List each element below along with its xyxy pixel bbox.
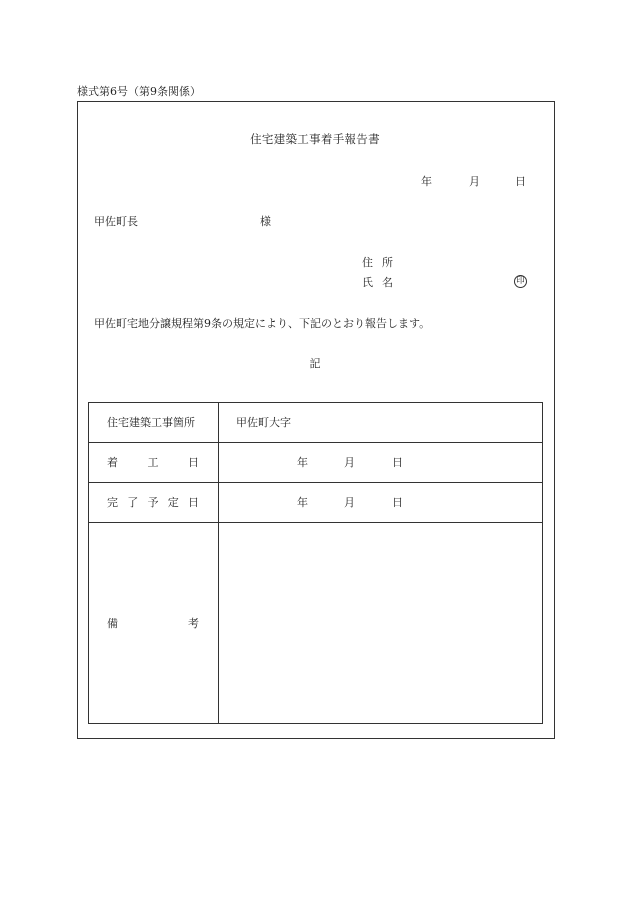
report-statement: 甲佐町宅地分譲規程第9条の規定により、下記のとおり報告します。 [94,317,431,330]
record-heading: 記 [309,357,321,370]
start-date-day: 日 [392,456,403,469]
table-column-divider [218,403,219,723]
start-date-year: 年 [297,456,308,469]
addressee-honorific: 様 [260,215,271,228]
table-row-divider [89,522,542,523]
report-date-day: 日 [515,175,526,188]
name-label: 氏名 [362,276,402,289]
table-row-divider [89,442,542,443]
planned-completion-label: 完 了 予 定 日 [107,496,199,509]
report-date-month: 月 [469,175,480,188]
table-row-divider [89,482,542,483]
planned-completion-month: 月 [344,496,355,509]
start-date-month: 月 [344,456,355,469]
form-number: 様式第6号（第9条関係） [77,85,201,98]
seal-mark-icon: 印 [514,275,527,288]
planned-completion-year: 年 [297,496,308,509]
start-date-label: 着 工 日 [107,456,199,469]
location-value: 甲佐町大字 [236,416,291,429]
document-title: 住宅建築工事着手報告書 [250,132,380,146]
detail-table [88,402,543,724]
report-date-year: 年 [421,175,432,188]
addressee-name: 甲佐町長 [94,215,138,228]
location-label: 住宅建築工事箇所 [107,416,195,429]
address-label: 住所 [362,256,402,269]
remarks-label: 備 考 [107,617,199,630]
planned-completion-day: 日 [392,496,403,509]
